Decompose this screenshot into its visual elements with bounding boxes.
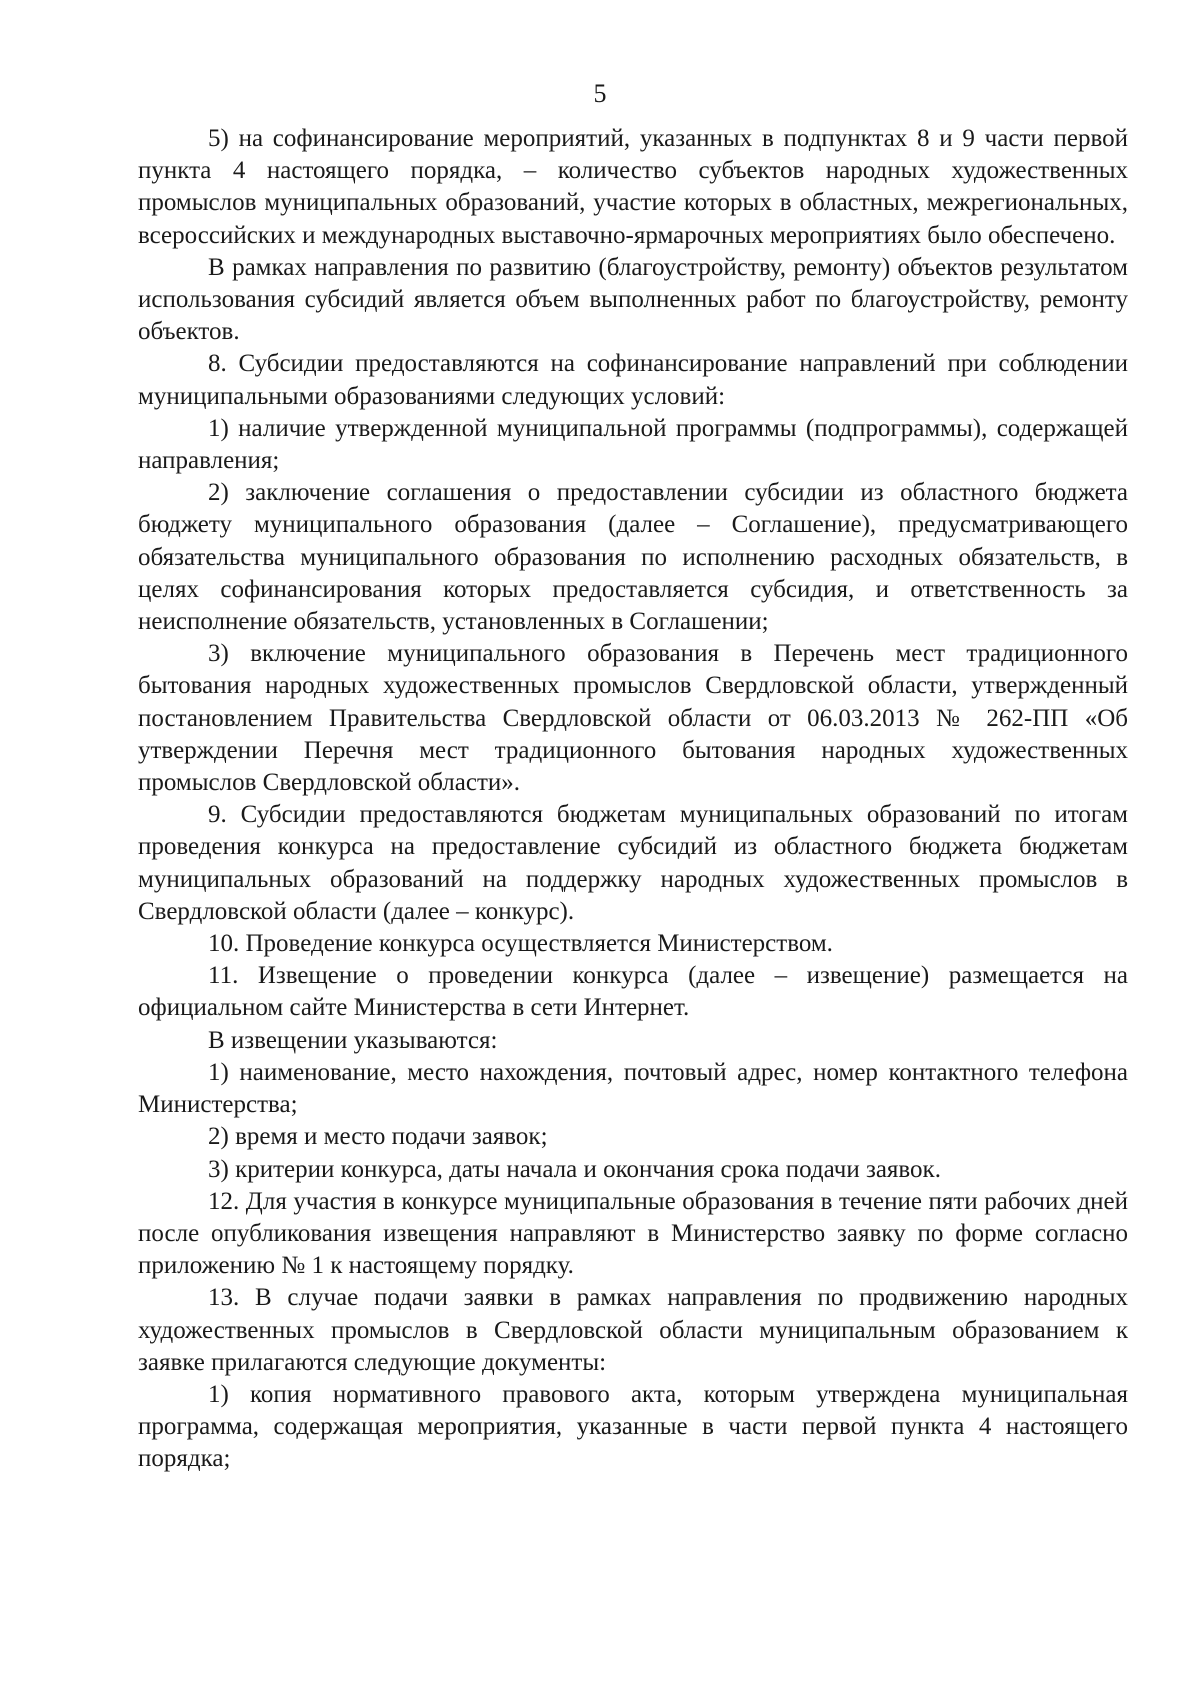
paragraph-13-1-copy: 1) копия нормативного правового акта, которым утверждена муниципальная программа, содержащая мероприятия, указанные в части первой пункта 4 настоящего порядка; — [138, 1380, 1128, 1473]
paragraph-notice-3-criteria: 3) критерии конкурса, даты начала и окончания срока подачи заявок. — [208, 1155, 941, 1183]
paragraph-11-notice: 11. Извещение о проведении конкурса (далее – извещение) размещается на официальном сайте Министерства в сети Интернет. — [138, 962, 1128, 1022]
document-body — [138, 123, 1128, 1476]
paragraph-13-documents: 13. В случае подачи заявки в рамках направления по продвижению народных художественных промыслов в Свердловской области муниципальным образованием к заявке прилагаются следующие документы: — [138, 1284, 1128, 1376]
page-number: 5 — [593, 79, 607, 108]
paragraph-10-ministry: 10. Проведение конкурса осуществляется Министерством. — [208, 930, 833, 958]
paragraph-8-3-list: 3) включение муниципального образования в Перечень мест традиционного бытования народных художественных промыслов Свердловской области, утвержденный постановлением Правительства Свердловской области от 06.03.2013 № 262-ПП «Об утверждении Перечня мест традиционного бытования народных художественных промыслов Свердловской области». — [138, 640, 1128, 797]
paragraph-5-cofinancing-result: 5) на софинансирование мероприятий, указанных в подпунктах 8 и 9 части первой пункта 4 настоящего порядка, – количество субъектов народных художественных промыслов муниципальных образований, участие которых в областных, межрегиональных, всероссийских и международных выставочно-ярмарочных мероприятиях было обеспечено. — [138, 125, 1128, 249]
paragraph-12-application: 12. Для участия в конкурсе муниципальные образования в течение пяти рабочих дней после опубликования извещения направляют в Министерство заявку по форме согласно приложению № 1 к настоящему порядку. — [138, 1187, 1128, 1280]
paragraph-development-result: В рамках направления по развитию (благоустройству, ремонту) объектов результатом использования субсидий является объем выполненных работ по благоустройству, ремонту объектов. — [138, 253, 1128, 346]
paragraph-notice-contents: В извещении указываются: — [208, 1026, 498, 1054]
paragraph-notice-2-time: 2) время и место подачи заявок; — [208, 1123, 548, 1151]
paragraph-8-2-agreement: 2) заключение соглашения о предоставлении субсидии из областного бюджета бюджету муниципального образования (далее – Соглашение), предусматривающего обязательства муниципального образования по исполнению расходных обязательств, в целях софинансирования которых предоставляется субсидия, и ответственность за неисполнение обязательств, установленных в Соглашении; — [138, 479, 1128, 636]
paragraph-8-1-program: 1) наличие утвержденной муниципальной программы (подпрограммы), содержащей направления; — [138, 414, 1128, 475]
paragraph-9-competition: 9. Субсидии предоставляются бюджетам муниципальных образований по итогам проведения конкурса на предоставление субсидий из областного бюджета бюджетам муниципальных образований на поддержку народных художественных промыслов в Свердловской области (далее – конкурс). — [138, 801, 1128, 925]
paragraph-notice-1-name: 1) наименование, место нахождения, почтовый адрес, номер контактного телефона Министерства; — [138, 1058, 1128, 1119]
paragraph-8-conditions: 8. Субсидии предоставляются на софинансирование направлений при соблюдении муниципальными образованиями следующих условий: — [138, 350, 1128, 410]
